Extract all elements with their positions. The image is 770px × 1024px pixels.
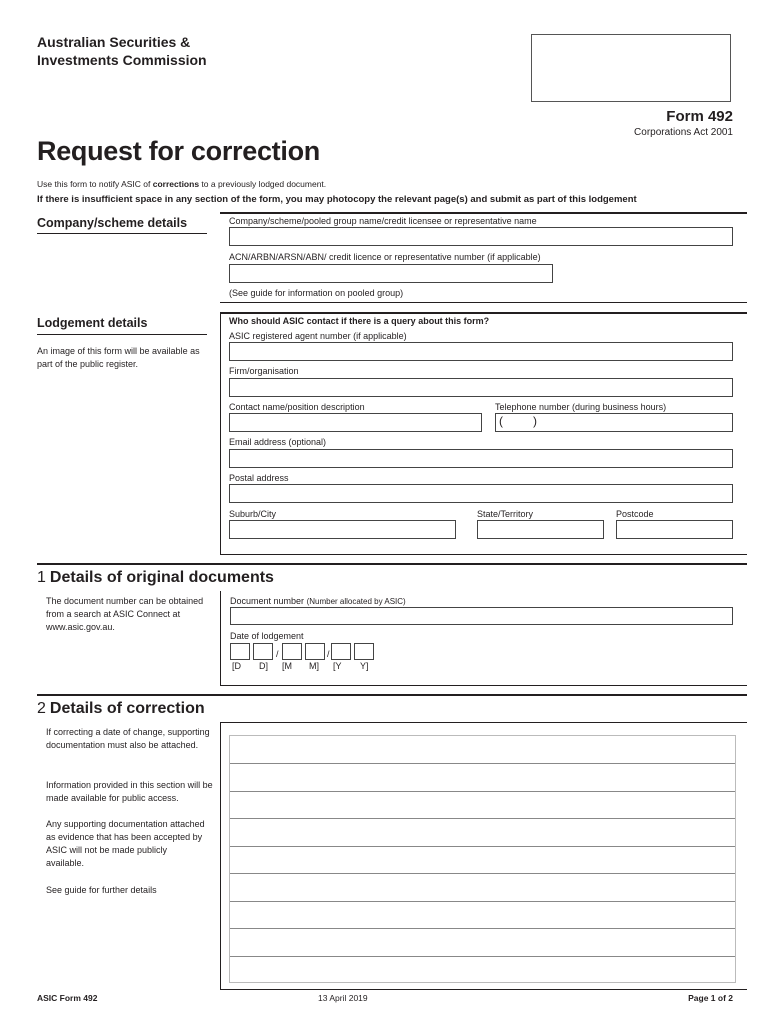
date-of-lodgement-label: Date of lodgement <box>230 631 304 641</box>
section2-title: Details of correction <box>49 700 205 717</box>
company-heading-rule <box>37 233 207 234</box>
document-number-label: Document number <box>230 596 305 606</box>
document-number-hint: (Number allocated by ASIC) <box>306 597 406 606</box>
lodgement-heading-rule <box>37 334 207 335</box>
section1-divider <box>220 591 221 686</box>
office-use-stamp-box <box>531 34 731 102</box>
lodgement-heading: Lodgement details <box>37 316 148 330</box>
writing-line <box>230 763 735 764</box>
date-hint-d2: D] <box>259 661 268 671</box>
firm-label: Firm/organisation <box>229 366 299 376</box>
phone-label: Telephone number (during business hours) <box>495 402 667 412</box>
date-month-1[interactable] <box>282 643 302 660</box>
document-number-input[interactable] <box>230 607 733 625</box>
writing-line <box>230 956 735 957</box>
email-input[interactable] <box>229 449 733 468</box>
company-heading: Company/scheme details <box>37 216 188 230</box>
date-month-2[interactable] <box>305 643 325 660</box>
section2-note-3: Any supporting documentation attached as evidence that has been accepted by ASIC will not be made publicly available. <box>46 819 205 868</box>
date-hint-d1: [D <box>232 661 241 671</box>
state-input[interactable] <box>477 520 604 539</box>
writing-line <box>230 901 735 902</box>
state-label: State/Territory <box>477 509 534 519</box>
postcode-input[interactable] <box>616 520 733 539</box>
section2-note-1: If correcting a date of change, supporting documentation must also be attached. <box>46 727 210 750</box>
date-year-2[interactable] <box>354 643 374 660</box>
acn-label: ACN/ARBN/ARSN/ABN/ credit licence or representative number (if applicable) <box>229 252 541 262</box>
writing-line <box>230 846 735 847</box>
postal-address-label: Postal address <box>229 473 289 483</box>
asic-name <box>37 33 277 69</box>
space-note: If there is insufficient space in any section of the form, you may photocopy the relevant page(s) and submit as part of this lodgement <box>37 194 637 205</box>
company-name-input[interactable] <box>229 227 733 246</box>
footer-form-id: ASIC Form 492 <box>37 993 98 1003</box>
section1-end-rule <box>220 685 747 686</box>
footer-page: Page 1 of 2 <box>688 993 733 1003</box>
lodgement-divider <box>220 312 221 555</box>
document-number-label-row <box>230 596 406 606</box>
section1-number: 1 <box>37 569 46 586</box>
writing-line <box>230 873 735 874</box>
date-year-1[interactable] <box>331 643 351 660</box>
form-number: Form 492 <box>666 108 733 125</box>
section1-title: Details of original documents <box>49 569 274 586</box>
contact-question: Who should ASIC contact if there is a query about this form? <box>229 316 490 326</box>
page-title: Request for correction <box>37 136 320 166</box>
email-label: Email address (optional) <box>229 437 327 447</box>
intro-pre: Use this form to notify ASIC of <box>37 179 153 189</box>
date-hint-y1: [Y <box>333 661 342 671</box>
postcode-label: Postcode <box>616 509 654 519</box>
date-day-2[interactable] <box>253 643 273 660</box>
date-separator-2: / <box>327 649 330 659</box>
date-hint-y2: Y] <box>360 661 369 671</box>
agent-number-label: ASIC registered agent number (if applicable) <box>229 331 407 341</box>
phone-close-paren: ) <box>533 414 537 428</box>
acn-input[interactable] <box>229 264 553 283</box>
agent-number-input[interactable] <box>229 342 733 361</box>
writing-line <box>230 928 735 929</box>
intro-text <box>37 179 326 189</box>
writing-line <box>230 818 735 819</box>
pooled-group-note: (See guide for information on pooled group) <box>229 288 404 298</box>
section1-rule <box>37 563 747 565</box>
intro-post: to a previously lodged document. <box>199 179 327 189</box>
company-section-rule <box>220 212 747 214</box>
phone-input[interactable] <box>495 413 733 432</box>
section1-heading <box>37 569 274 587</box>
date-hint-m1: [M <box>282 661 292 671</box>
asic-name-line1: Australian Securities & <box>37 34 191 50</box>
contact-name-input[interactable] <box>229 413 482 432</box>
section2-top-rule <box>220 722 747 723</box>
section2-divider <box>220 722 221 990</box>
asic-name-line2: Investments Commission <box>37 52 207 68</box>
company-name-label: Company/scheme/pooled group name/credit licensee or representative name <box>229 216 537 226</box>
postal-address-input[interactable] <box>229 484 733 503</box>
legislation-act: Corporations Act 2001 <box>634 127 733 138</box>
section2-number: 2 <box>37 700 46 717</box>
section2-note-2: Information provided in this section will be made available for public access. <box>46 780 213 803</box>
date-separator-1: / <box>276 649 279 659</box>
phone-open-paren: ( <box>499 414 503 428</box>
writing-line <box>230 791 735 792</box>
lodgement-section-rule <box>220 312 747 314</box>
section1-side-note: The document number can be obtained from a search at ASIC Connect at www.asic.gov.au. <box>46 596 204 632</box>
date-hint-m2: M] <box>309 661 319 671</box>
footer-date: 13 April 2019 <box>318 993 368 1003</box>
contact-name-label: Contact name/position description <box>229 402 365 412</box>
lodgement-side-note: An image of this form will be available as part of the public register. <box>37 346 200 369</box>
footer-rule <box>220 989 747 990</box>
date-day-1[interactable] <box>230 643 250 660</box>
correction-details-textarea[interactable] <box>229 735 736 983</box>
firm-input[interactable] <box>229 378 733 397</box>
section2-note-4: See guide for further details <box>46 885 157 895</box>
section2-rule <box>37 694 747 696</box>
company-section-end-rule <box>220 302 747 303</box>
section2-heading <box>37 700 205 718</box>
lodgement-section-end-rule <box>220 554 747 555</box>
intro-bold: corrections <box>152 179 200 189</box>
suburb-label: Suburb/City <box>229 509 277 519</box>
suburb-input[interactable] <box>229 520 456 539</box>
